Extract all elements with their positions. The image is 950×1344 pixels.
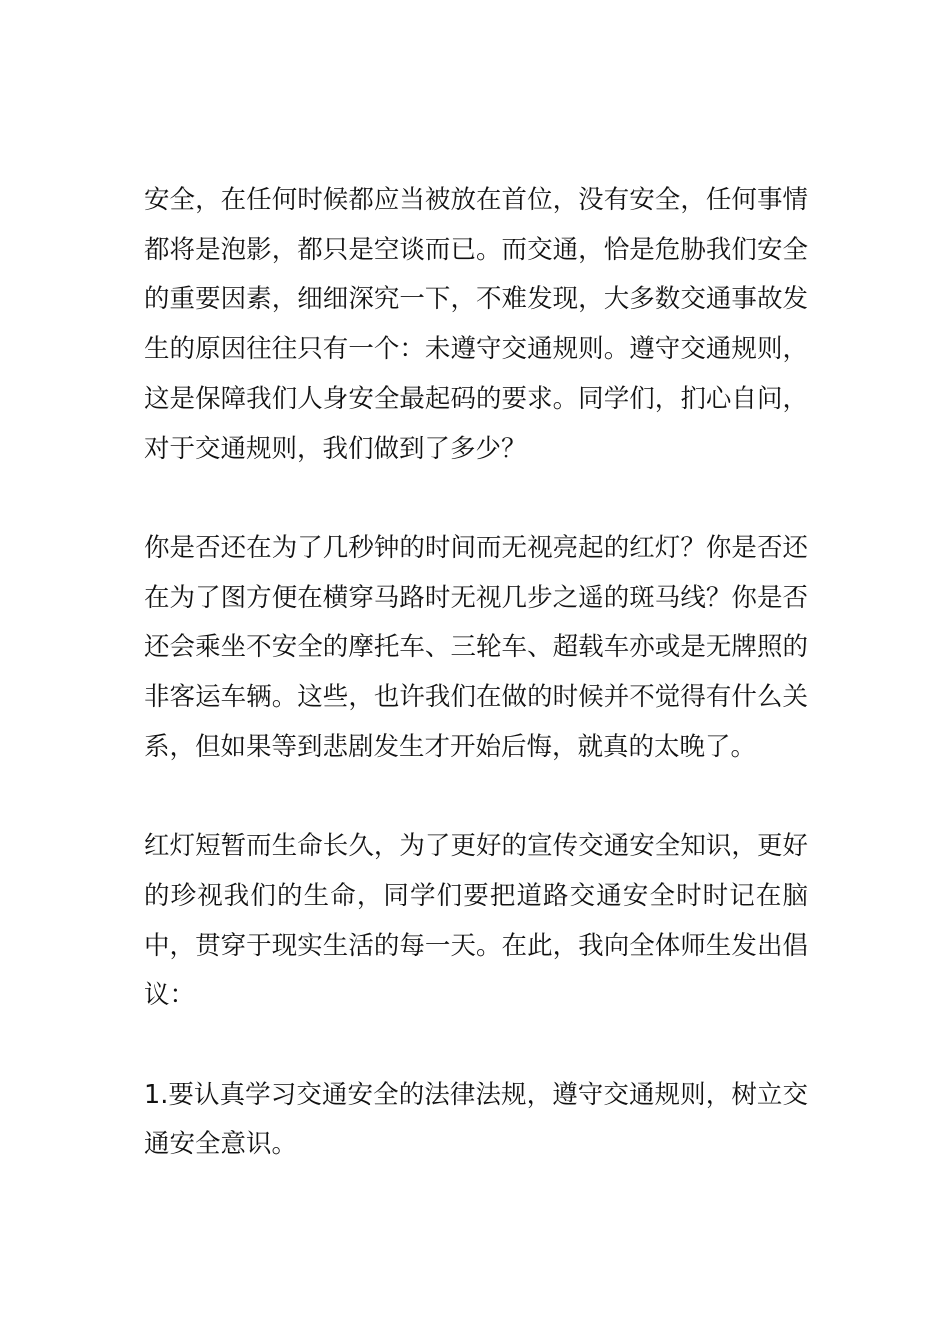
paragraph-2: 你是否还在为了几秒钟的时间而无视亮起的红灯？你是否还在为了图方便在横穿马路时无视几步之遥的斑马线？你是否还会乘坐不安全的摩托车、三轮车、超载车亦或是无牌照的非客运车辆。这些，也许我们在做的时候并不觉得有什么关系，但如果等到悲剧发生才开始后悔，就真的太晚了。 [144, 532, 808, 762]
document-body [144, 176, 808, 1170]
paragraph-4: 1.要认真学习交通安全的法律法规，遵守交通规则，树立交通安全意识。 [144, 1079, 808, 1160]
paragraph-3: 红灯短暂而生命长久，为了更好的宣传交通安全知识，更好的珍视我们的生命，同学们要把道路交通安全时时记在脑中，贯穿于现实生活的每一天。在此，我向全体师生发出倡议： [144, 831, 808, 1011]
paragraph-1: 安全，在任何时候都应当被放在首位，没有安全，任何事情都将是泡影，都只是空谈而已。而交通，恰是危胁我们安全的重要因素，细细深究一下，不难发现，大多数交通事故发生的原因往往只有一个：未遵守交通规则。遵守交通规则，这是保障我们人身安全最起码的要求。同学们，扪心自问，对于交通规则，我们做到了多少？ [144, 185, 808, 464]
